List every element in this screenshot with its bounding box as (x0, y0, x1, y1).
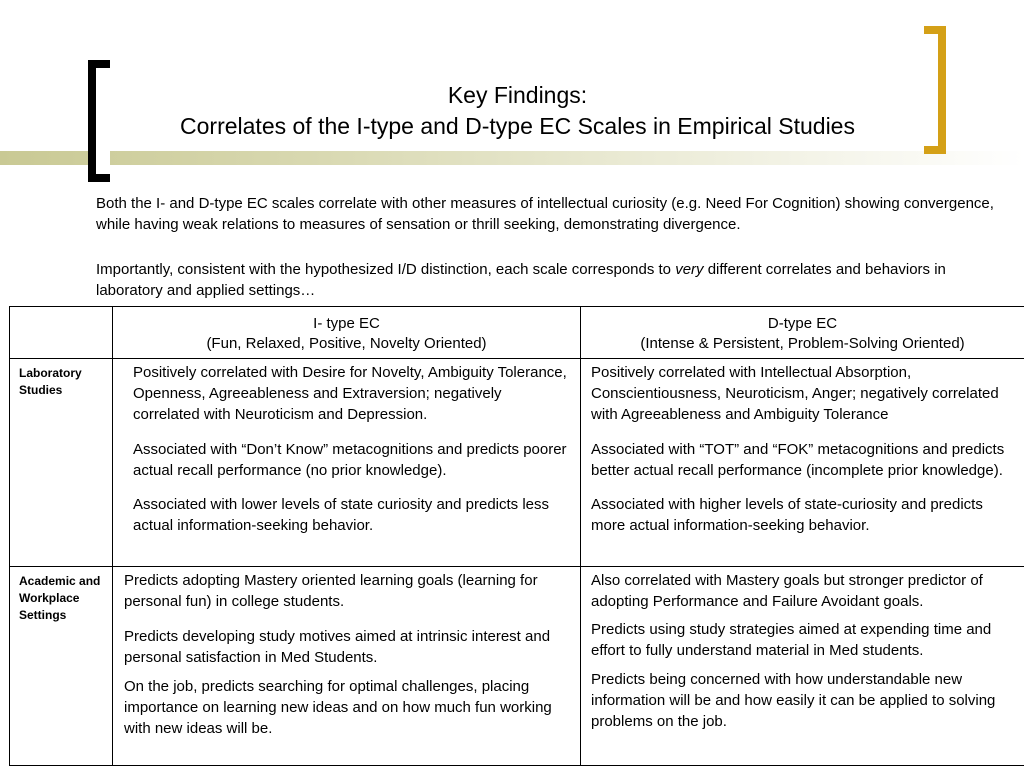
finding-text: Associated with lower levels of state curiosity and predicts less actual information-seeking behavior. (133, 496, 550, 534)
table-row (10, 567, 1024, 766)
intro-paragraph-1: Both the I- and D-type EC scales correlate with other measures of intellectual curiosity (e.g. Need For Cognition) showing convergence, while having weak relations to measures of sensation or thrill seeking, demonstrating divergence. (96, 195, 994, 233)
finding-text: Predicts adopting Mastery oriented learning goals (learning for personal fun) in college students. (124, 572, 538, 610)
header-corner-cell (10, 307, 113, 359)
finding-text: Associated with “TOT” and “FOK” metacognitions and predicts better actual recall performance (incomplete prior knowledge). (591, 441, 1005, 479)
right-bracket-decoration (924, 26, 946, 154)
cell-lab-d-type (581, 359, 1024, 567)
finding-text: Positively correlated with Desire for Novelty, Ambiguity Tolerance, Openness, Agreeableness and Extraversion; negatively correlated with Neuroticism and Depression. (133, 364, 567, 423)
intro-paragraph-2-emphasis: very (675, 261, 704, 278)
table-row (10, 359, 1024, 567)
finding-text: Positively correlated with Intellectual Absorption, Conscientiousness, Neuroticism, Anger; negatively correlated with Agreeableness and Ambiguity Tolerance (591, 364, 999, 423)
finding-text: Associated with “Don’t Know” metacognitions and predicts poorer actual recall performance (no prior knowledge). (133, 441, 567, 479)
slide-title (120, 80, 915, 142)
cell-academic-i-type (113, 567, 581, 766)
decorative-band (0, 151, 1024, 165)
left-bracket-decoration (88, 60, 110, 182)
title-line-2: Correlates of the I-type and D-type EC Scales in Empirical Studies (180, 113, 855, 139)
findings-table (9, 306, 1024, 766)
intro-paragraph-2-text-a: Importantly, consistent with the hypothesized I/D distinction, each scale corresponds to (96, 261, 676, 278)
intro-paragraph-2-text-b: different correlates and behaviors in laboratory and applied settings… (96, 261, 946, 299)
header-d-type (581, 307, 1024, 359)
finding-text: Associated with higher levels of state-curiosity and predicts more actual information-seeking behavior. (591, 496, 983, 534)
row-label-laboratory: Laboratory Studies (10, 359, 113, 567)
finding-text: Also correlated with Mastery goals but stronger predictor of adopting Performance and Failure Avoidant goals. (591, 572, 983, 610)
finding-text: On the job, predicts searching for optimal challenges, placing importance on learning new ideas and on how much fun working with new ideas will be. (124, 678, 552, 737)
row-label-academic: Academic and Workplace Settings (10, 567, 113, 766)
header-i-type-title: I- type EC (313, 315, 380, 332)
cell-academic-d-type (581, 567, 1024, 766)
header-i-type-subtitle: (Fun, Relaxed, Positive, Novelty Oriented) (206, 335, 487, 352)
finding-text: Predicts developing study motives aimed at intrinsic interest and personal satisfaction in Med Students. (124, 628, 551, 666)
header-d-type-subtitle: (Intense & Persistent, Problem-Solving Oriented) (640, 335, 965, 352)
finding-text: Predicts being concerned with how understandable new information will be and how easily it can be applied to solving problems on the job. (591, 671, 996, 730)
table-header-row (10, 307, 1024, 359)
finding-text: Predicts using study strategies aimed at expending time and effort to fully understand material in Med students. (591, 621, 992, 659)
title-line-1: Key Findings: (447, 82, 588, 108)
intro-paragraph-2 (96, 259, 1016, 301)
header-i-type (113, 307, 581, 359)
header-d-type-title: D-type EC (767, 315, 838, 332)
cell-lab-i-type (113, 359, 581, 567)
